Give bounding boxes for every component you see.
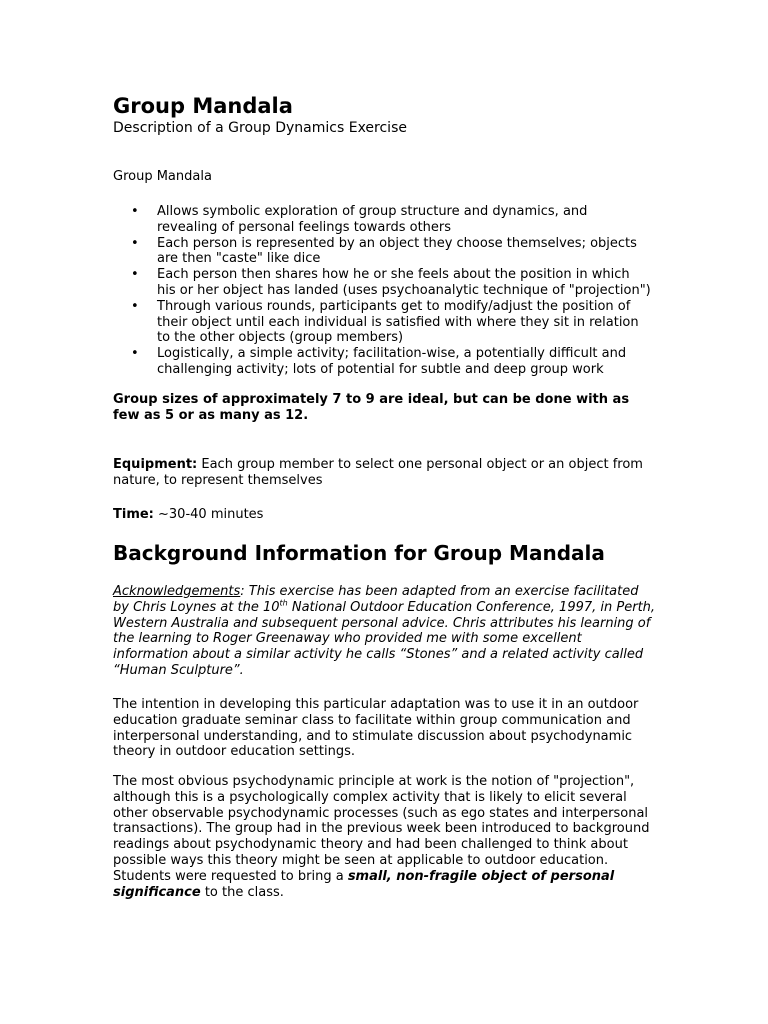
list-item — [131, 267, 651, 299]
background-heading: Background Information for Group Mandala — [113, 541, 605, 565]
bullet-icon: • — [131, 204, 139, 219]
intention-paragraph: The intention in developing this particular adaptation was to use it in an outdoor education graduate seminar class to facilitate within group communication and interpersonal understanding, and to stimulate discussion about psychodynamic theory in outdoor education settings. — [113, 697, 639, 760]
list-item-text: Each person then shares how he or she feels about the position in which his or her object has landed (uses psychoanalytic technique of "projection") — [157, 267, 651, 298]
section-heading: Group Mandala — [113, 169, 212, 184]
group-size-note: Group sizes of approximately 7 to 9 are ideal, but can be done with as few as 5 or as many as 12. — [113, 392, 630, 423]
list-item-text: Each person is represented by an object they choose themselves; objects are then "caste" like dice — [157, 235, 637, 267]
acknowledgements-paragraph — [113, 584, 658, 679]
equipment-paragraph — [113, 457, 653, 489]
emphasized-object-phrase: small, non-fragile object of personal significance — [113, 868, 615, 900]
acknowledgements-text-end: National Outdoor Education Conference, 1997, in Perth, Western Australia and subsequent personal advice. Chris attributes his learning of the learning to Roger Greenaway who provided me with some excellent information about a similar activity he calls “Stones” and a related activity called “Human Sculpture”. — [113, 599, 656, 678]
feature-bullet-list — [131, 204, 651, 378]
time-paragraph — [113, 507, 263, 523]
list-item — [131, 346, 651, 378]
projection-paragraph — [113, 774, 658, 900]
acknowledgements-label: Acknowledgements — [113, 584, 241, 599]
list-item — [131, 204, 651, 236]
bullet-icon: • — [131, 298, 139, 314]
document-subtitle: Description of a Group Dynamics Exercise — [113, 120, 407, 136]
list-item-text: Through various rounds, participants get to modify/adjust the position of their object until each individual is satisfied with where they sit in relation to the other objects (group members) — [157, 298, 639, 346]
bullet-icon: • — [131, 235, 139, 251]
list-item-text: Logistically, a simple activity; facilitation-wise, a potentially difficult and challenging activity; lots of potential for subtle and deep group work — [157, 346, 627, 377]
bullet-icon: • — [131, 267, 139, 283]
acknowledgements-text-start: : This exercise has been adapted from an exercise facilitated by Chris Loynes at the 10 — [113, 584, 639, 615]
list-item — [131, 299, 651, 346]
time-text: ~30-40 minutes — [153, 507, 264, 522]
projection-text-start: The most obvious psychodynamic principle at work is the notion of "projection", although this is a psychologically complex activity that is likely to elicit several other observable psychodynamic processes (such as ego states and interpersonal transactions). The group had in the previous week been introduced to background readings about psychodynamic theory and had been challenged to think about possible ways this theory might be seen at applicable to outdoor education. Students were requested to bring a — [113, 774, 650, 884]
bullet-icon: • — [131, 346, 139, 362]
document-title: Group Mandala — [113, 94, 293, 118]
list-item-text: Allows symbolic exploration of group structure and dynamics, and revealing of personal feelings towards others — [157, 204, 588, 235]
equipment-text: Each group member to select one personal object or an object from nature, to represent themselves — [113, 457, 643, 488]
equipment-label: Equipment: — [113, 457, 198, 472]
time-label: Time: — [113, 507, 154, 522]
ordinal-superscript: th — [279, 598, 288, 608]
list-item — [131, 236, 651, 268]
projection-text-end: to the class. — [200, 884, 284, 900]
